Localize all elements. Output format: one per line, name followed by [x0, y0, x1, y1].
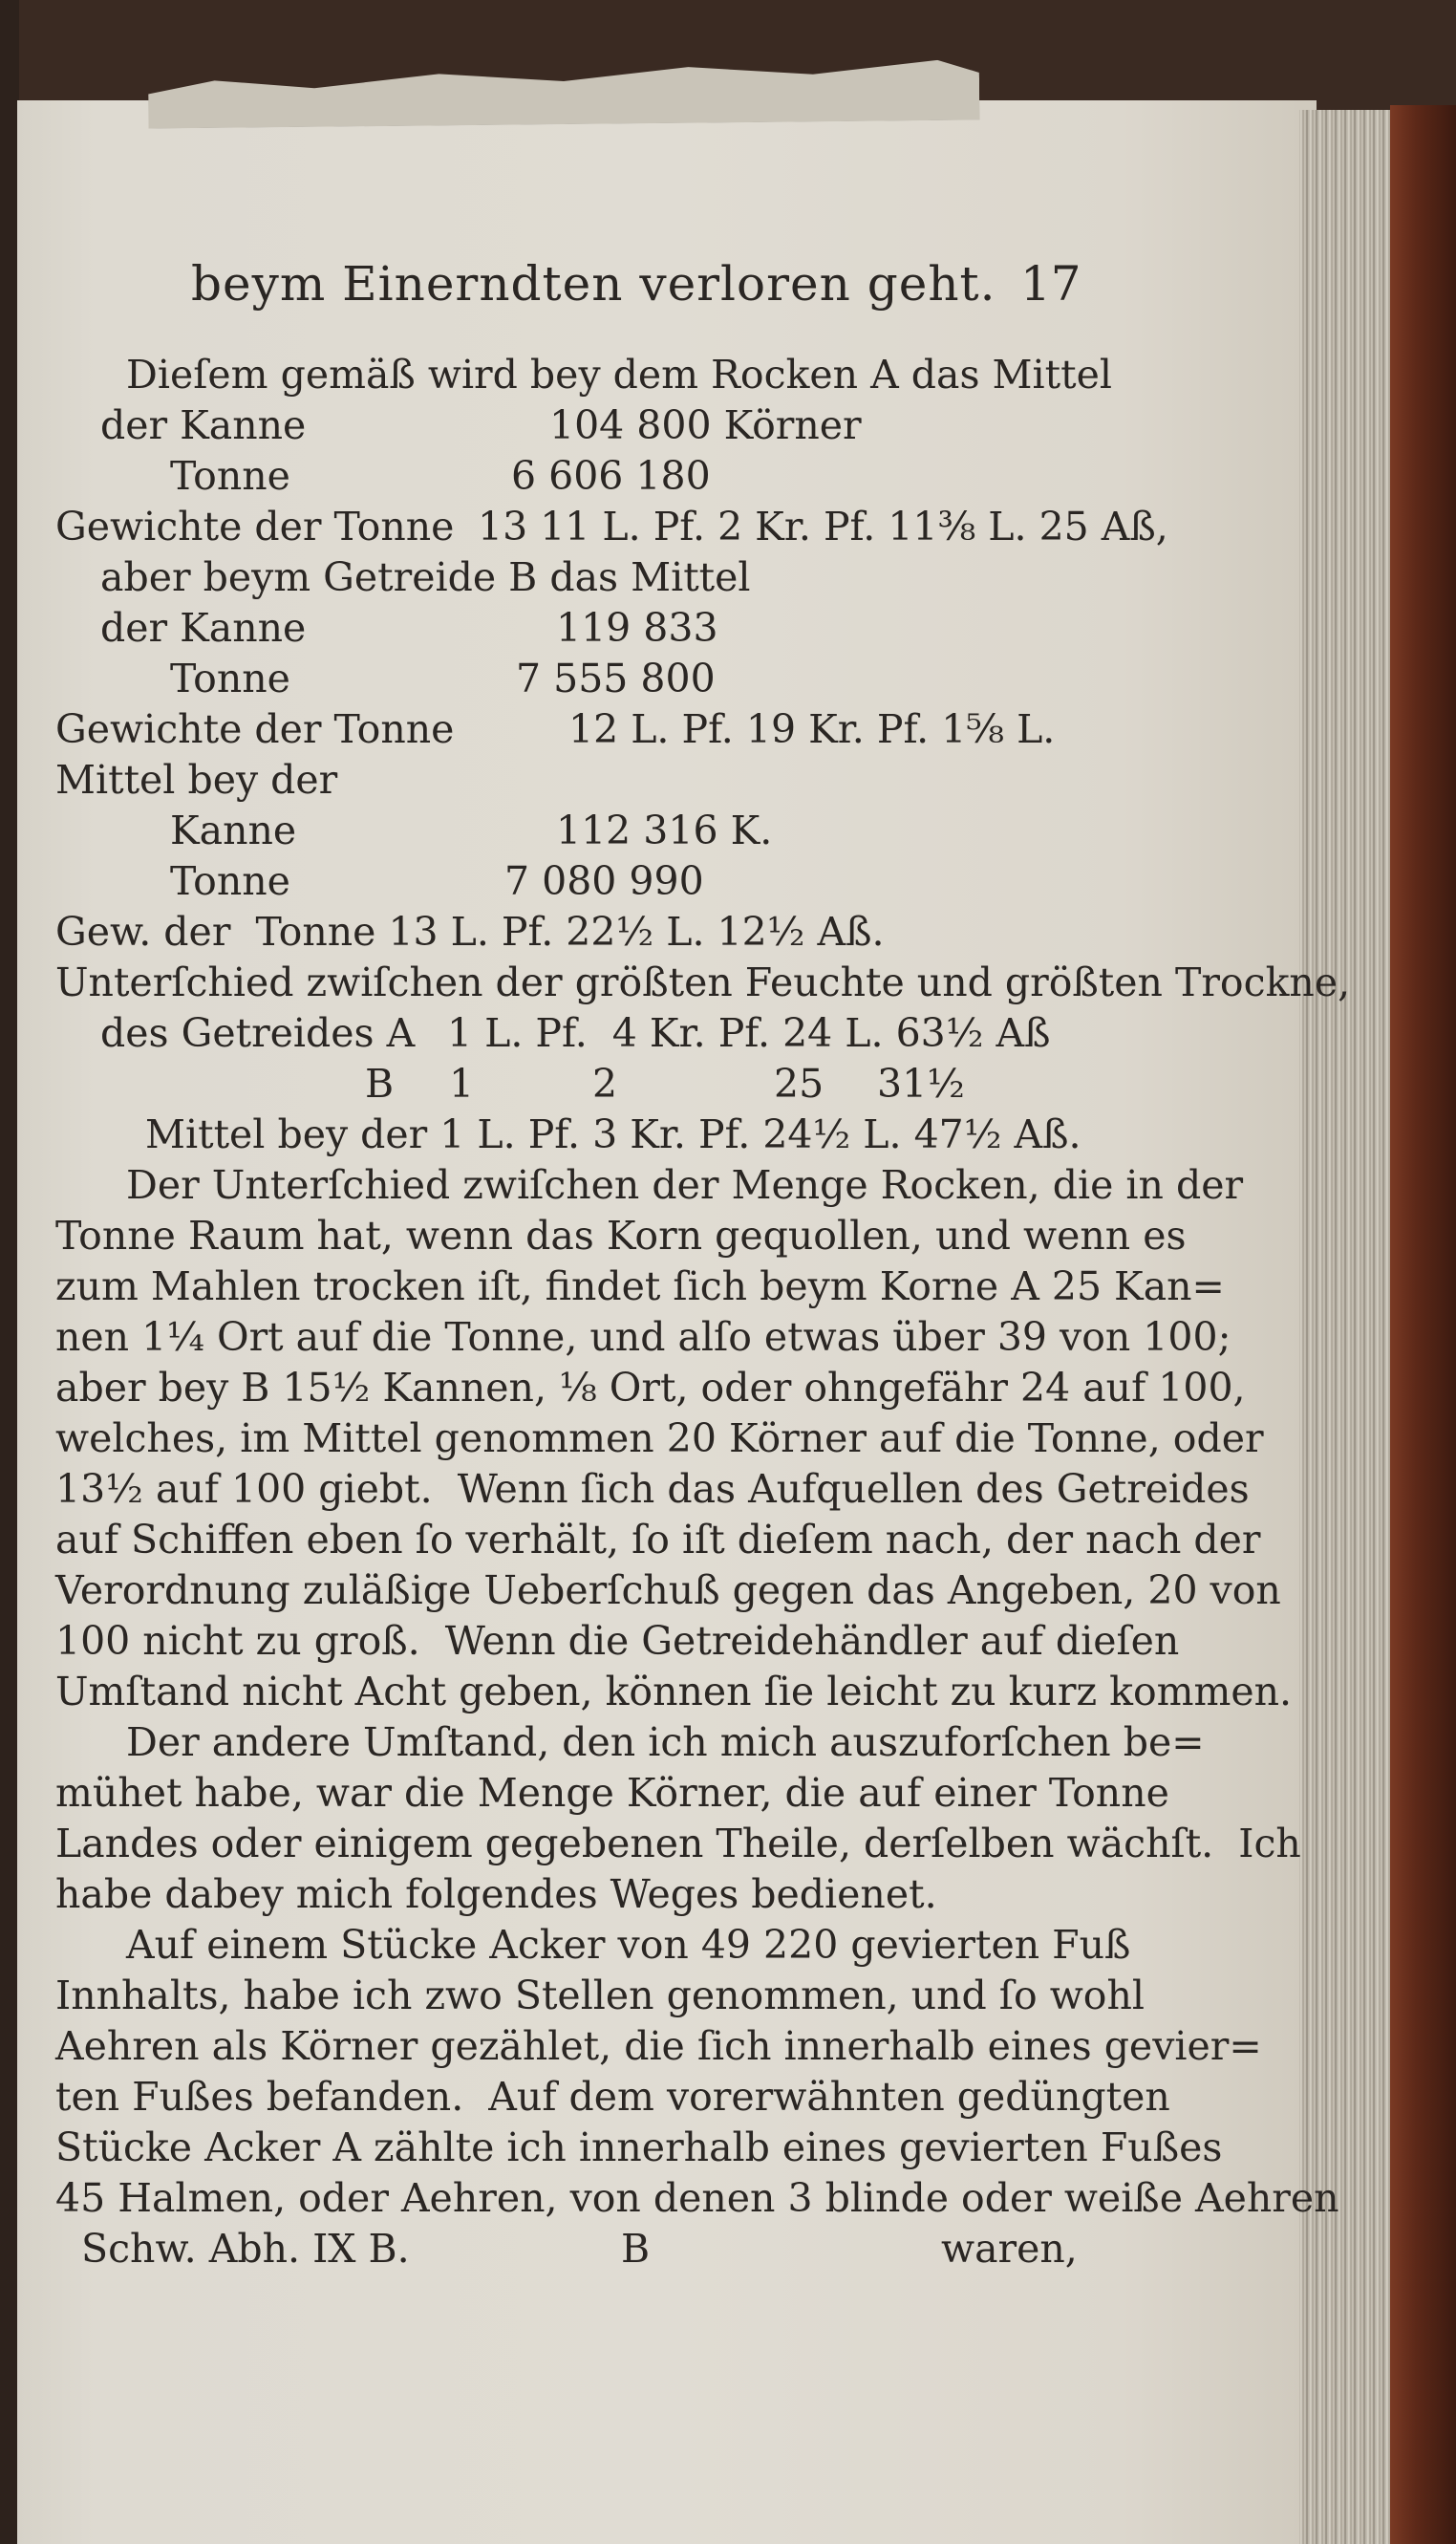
text-line: B [365, 1061, 395, 1107]
text-line: ten Fußes befanden. Auf dem vorerwähnten gedüngten [55, 2074, 1170, 2120]
text-line: 119 833 [556, 605, 718, 651]
text-line: nen 1¼ Ort auf die Tonne, und alſo etwas über 39 von 100; [55, 1314, 1231, 1360]
text-line: Landes oder einigem gegebenen Theile, derſelben wächſt. Ich [55, 1821, 1301, 1866]
page-number: 17 [1020, 256, 1081, 312]
text-line: Mittel bey der 1 L. Pf. 3 Kr. Pf. 24½ L. 47½ Aß. [145, 1111, 1081, 1157]
text-line: Mittel bey der [55, 757, 338, 803]
text-line: auf Schiffen eben ſo verhält, ſo iſt dieſem nach, der nach der [55, 1517, 1261, 1563]
text-line: 100 nicht zu groß. Wenn die Getreidehändler auf dieſen [55, 1618, 1180, 1664]
text-line: Stücke Acker A zählte ich innerhalb eines gevierten Fußes [55, 2124, 1223, 2170]
text-line: der Kanne [100, 402, 307, 448]
text-line: Gewichte der Tonne [55, 706, 455, 752]
text-line: Tonne Raum hat, wenn das Korn gequollen, und wenn es [55, 1213, 1187, 1259]
text-line: der Kanne [100, 605, 307, 651]
text-line: welches, im Mittel genommen 20 Körner auf die Tonne, oder [55, 1415, 1264, 1461]
torn-paper-flap [148, 33, 980, 128]
text-line: 2 [592, 1061, 618, 1107]
text-line: Tonne [170, 453, 290, 499]
text-line: zum Mahlen trocken iſt, findet ſich beym Korne A 25 Kan= [55, 1263, 1225, 1309]
text-line: 45 Halmen, oder Aehren, von denen 3 blinde oder weiße Aehren [55, 2175, 1339, 2221]
text-line: 13 11 L. Pf. 2 Kr. Pf. 11⅜ L. 25 Aß, [478, 504, 1168, 550]
book-cover-edge [1390, 105, 1456, 2544]
signature-mark: Schw. Abh. IX B. [81, 2226, 410, 2272]
text-line: Tonne [170, 858, 290, 904]
text-line: Dieſem gemäß wird bey dem Rocken A das Mittel [126, 352, 1112, 398]
text-line: Unterſchied zwiſchen der größten Feuchte und größten Trockne, [55, 959, 1351, 1005]
running-title: beym Einerndten verloren geht. [191, 256, 996, 312]
text-line: 1 [449, 1061, 475, 1107]
scan-background [0, 0, 19, 2544]
text-line: 112 316 K. [556, 808, 773, 853]
text-line: Kanne [170, 808, 297, 853]
text-line: Aehren als Körner gezählet, die ſich innerhalb eines gevier= [55, 2023, 1262, 2069]
text-line: 31½ [877, 1061, 965, 1107]
text-line: 7 555 800 [516, 656, 716, 701]
text-line: Gewichte der Tonne [55, 504, 455, 550]
text-line: Der Unterſchied zwiſchen der Menge Rocken, die in der [126, 1162, 1244, 1208]
text-line: aber beym Getreide B das Mittel [100, 554, 751, 600]
catchword: waren, [941, 2226, 1078, 2272]
text-line: 1 L. Pf. 4 Kr. Pf. 24 L. 63½ Aß [447, 1010, 1051, 1056]
signature-letter: B [621, 2226, 651, 2272]
text-line: aber bey B 15½ Kannen, ⅛ Ort, oder ohngefähr 24 auf 100, [55, 1365, 1246, 1411]
text-line: Auf einem Stücke Acker von 49 220 gevierten Fuß [126, 1922, 1131, 1968]
text-line: 13½ auf 100 giebt. Wenn ſich das Aufquellen des Getreides [55, 1466, 1250, 1512]
text-line: 25 [774, 1061, 824, 1107]
text-line: Gew. der Tonne 13 L. Pf. 22½ L. 12½ Aß. [55, 909, 885, 955]
text-line: habe dabey mich folgendes Weges bedienet. [55, 1871, 937, 1917]
text-line: 6 606 180 [511, 453, 711, 499]
text-line: 7 080 990 [504, 858, 704, 904]
text-line: mühet habe, war die Menge Körner, die auf einer Tonne [55, 1770, 1169, 1816]
text-line: Innhalts, habe ich zwo Stellen genommen, und ſo wohl [55, 1973, 1145, 2018]
text-line: des Getreides A [100, 1010, 416, 1056]
text-line: Verordnung zuläßige Ueberſchuß gegen das Angeben, 20 von [55, 1567, 1281, 1613]
text-line: Der andere Umſtand, den ich mich auszuforſchen be= [126, 1719, 1205, 1765]
text-line: 104 800 Körner [549, 402, 862, 448]
text-line: 12 L. Pf. 19 Kr. Pf. 1⅝ L. [568, 706, 1056, 752]
text-line: Tonne [170, 656, 290, 701]
text-line: Umſtand nicht Acht geben, können ſie leicht zu kurz kommen. [55, 1669, 1293, 1714]
